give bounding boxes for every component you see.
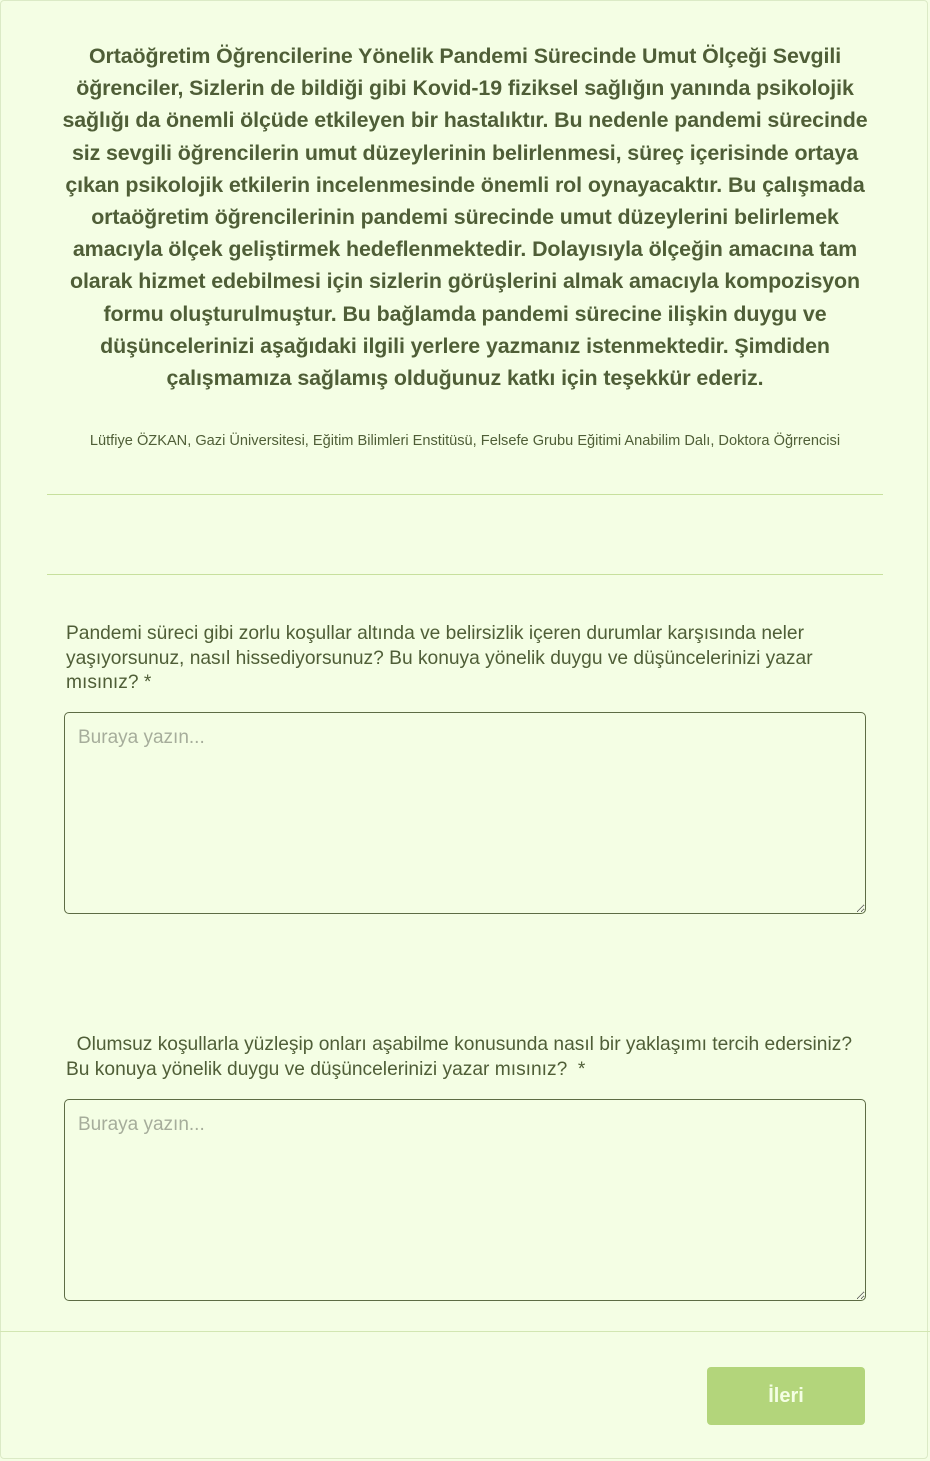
section-divider-top xyxy=(47,494,883,495)
question-2-label: Olumsuz koşullarla yüzleşip onları aşabilme konusunda nasıl bir yaklaşımı tercih edersiniz? Bu konuya yönelik duygu ve düşüncelerinizi yazar mısınız? * xyxy=(66,1034,858,1080)
section-divider-bottom xyxy=(47,574,883,575)
question-2-answer-textarea[interactable] xyxy=(64,1099,866,1301)
next-button[interactable]: İleri xyxy=(707,1367,865,1425)
author-note: Lütfiye ÖZKAN, Gazi Üniversitesi, Eğitim Bilimleri Enstitüsü, Felsefe Grubu Eğitimi Anabilim Dalı, Doktora Öğrrencisi xyxy=(89,433,841,449)
question-1-label: Pandemi süreci gibi zorlu koşullar altında ve belirsizlik içeren durumlar karşısında neler yaşıyorsunuz, nasıl hissediyorsunuz? Bu konuya yönelik duygu ve düşüncelerinizi yazar mısınız? * xyxy=(66,623,818,694)
form-description: Ortaöğretim Öğrencilerine Yönelik Pandemi Sürecinde Umut Ölçeği Sevgili öğrenciler, Sizlerin de bildiği gibi Kovid-19 fiziksel sağlığın yanında psikolojik sağlığı da önemli ölçüde etkileyen bir hastalıktır. Bu nedenle pandemi sürecinde siz sevgili öğrencilerin umut düzeylerinin belirlenmesi, süreç içerisinde ortaya çıkan psikolojik etkilerin incelenmesinde önemli rol oynayacaktır. Bu çalışmada ortaöğretim öğrencilerinin pandemi sürecinde umut düzeylerini belirlemek amacıyla ölçek geliştirmek hedeflenmektedir. Dolayısıyla ölçeğin amacına tam olarak hizmet edebilmesi için sizlerin görüşlerini almak amacıyla kompozisyon formu oluşturulmuştur. Bu bağlamda pandemi sürecine ilişkin duygu ve düşüncelerinizi aşağıdaki ilgili yerlere yazmanız istenmektedir. Şimdiden çalışmamıza sağlamış olduğunuz katkı için teşekkür ederiz. xyxy=(62,44,868,391)
question-1-answer-textarea[interactable] xyxy=(64,712,866,914)
footer-divider xyxy=(0,1331,930,1332)
